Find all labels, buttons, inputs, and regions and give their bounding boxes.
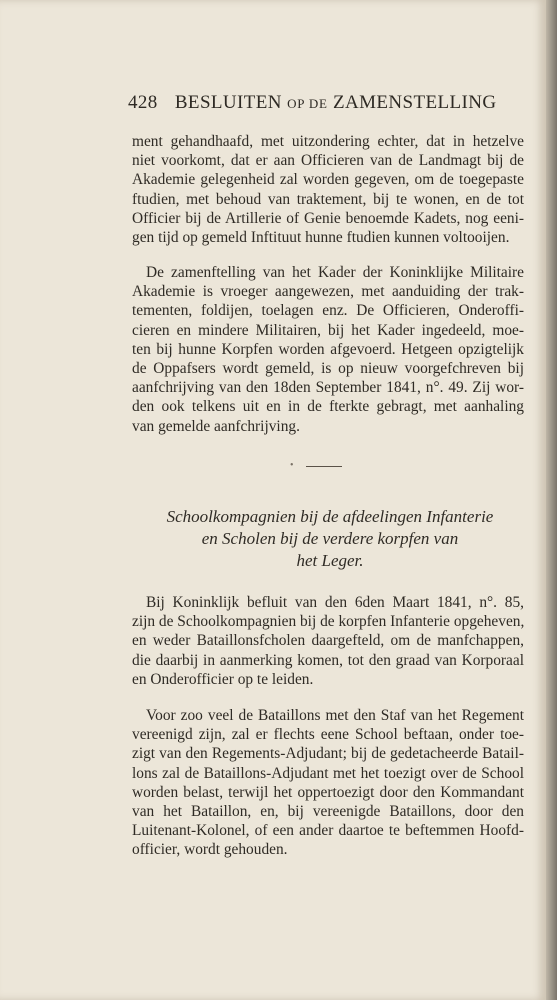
paragraph-line: De zamenftelling van het Kader der Koninklijke Militaire: [146, 264, 524, 281]
paragraph-line: en Onderofficier op te leiden.: [132, 670, 314, 688]
paragraph-line: ten bij hunne Korpfen worden afgevoerd. Hetgeen opzigtelijk: [132, 340, 524, 358]
header-title-part2: OP DE: [287, 96, 328, 111]
page-edge: [546, 0, 557, 1000]
paragraph-line: de Oppafsers wordt gemeld, is op nieuw voorgefchreven bij: [132, 360, 524, 378]
paragraph-line: aanfchrijving van den 18den September 1841, n°. 49. Zij wor-: [132, 379, 524, 397]
paragraph-3: [132, 593, 524, 689]
heading-line: Schoolkompagnien bij de afdeelingen Infanterie: [166, 507, 494, 526]
paragraph-line: die daarbij in aanmerking komen, tot den graad van Korporaal: [132, 651, 524, 669]
paragraph-line: zigt van den Regements-Adjudant; bij de gedetacheerde Batail-: [132, 745, 524, 763]
paragraph-line: niet voorkomt, dat er aan Officieren van de Landmagt bij de: [132, 152, 524, 170]
paragraph-line: van gemelde aanfchrijving.: [132, 417, 300, 435]
paragraph-line: Bij Koninklijk befluit van den 6den Maart 1841, n°. 85,: [146, 594, 524, 611]
paragraph-line: lons zal de Bataillons-Adjudant met het toezigt over de School: [132, 764, 524, 782]
page-number: 428: [128, 92, 158, 113]
heading-line: en Scholen bij de verdere korpfen van: [201, 529, 459, 548]
paragraph-2: [132, 263, 524, 436]
paragraph-line: Akademie is vroeger aangewezen, met aanduiding der trak-: [132, 283, 524, 301]
paragraph-line: den ook telkens uit en in de fterkte gebragt, met aanhaling: [132, 398, 524, 416]
section-divider: [306, 466, 342, 467]
paragraph-line: vereenigd zijn, zal er flechts eene School beftaan, onder toe-: [132, 726, 524, 744]
paragraph-line: gen tijd op gemeld Inftituut hunne ftudien kunnen voltooijen.: [132, 229, 510, 247]
header-title-part1: BESLUITEN: [174, 92, 282, 113]
ink-dot: •: [290, 460, 294, 471]
paragraph-line: en weder Bataillonsfcholen daargefteld, om de manfchappen,: [132, 632, 524, 650]
paragraph-line: worden belast, terwijl het oppertoezigt door den Kommandant: [132, 783, 524, 801]
paragraph-4: [132, 706, 524, 860]
paragraph-line: Akademie gelegenheid zal worden gegeven, om de toegepaste: [132, 171, 524, 189]
section-heading: [140, 506, 520, 572]
paragraph-line: officier, wordt gehouden.: [132, 841, 288, 859]
paragraph-line: Officier bij de Artillerie of Genie benoemde Kadets, nog eeni-: [132, 209, 524, 227]
paragraph-line: zijn de Schoolkompagnien bij de korpfen Infanterie opgeheven,: [132, 613, 525, 631]
paragraph-line: ment gehandhaafd, met uitzondering echter, dat in hetzelve: [132, 133, 524, 150]
paragraph-line: ftudien, met behoud van traktement, bij te wonen, en de tot: [132, 190, 524, 208]
header-title-part3: ZAMENSTELLING: [332, 92, 497, 113]
heading-line: het Leger.: [296, 551, 364, 570]
paragraph-line: Voor zoo veel de Bataillons met den Staf van het Regement: [146, 707, 524, 724]
paragraph-line: cieren en mindere Militairen, bij het Kader ingedeeld, moe-: [132, 321, 524, 339]
paragraph-1: [132, 132, 524, 247]
running-header: [128, 92, 508, 114]
paragraph-line: van het Bataillon, en, bij vereenigde Bataillons, door den: [132, 803, 524, 821]
paragraph-line: tementen, foldijen, toelagen enz. De Officieren, Onderoffi-: [132, 302, 524, 320]
paragraph-line: Luitenant-Kolonel, of een ander daartoe te beftemmen Hoofd-: [132, 822, 524, 840]
